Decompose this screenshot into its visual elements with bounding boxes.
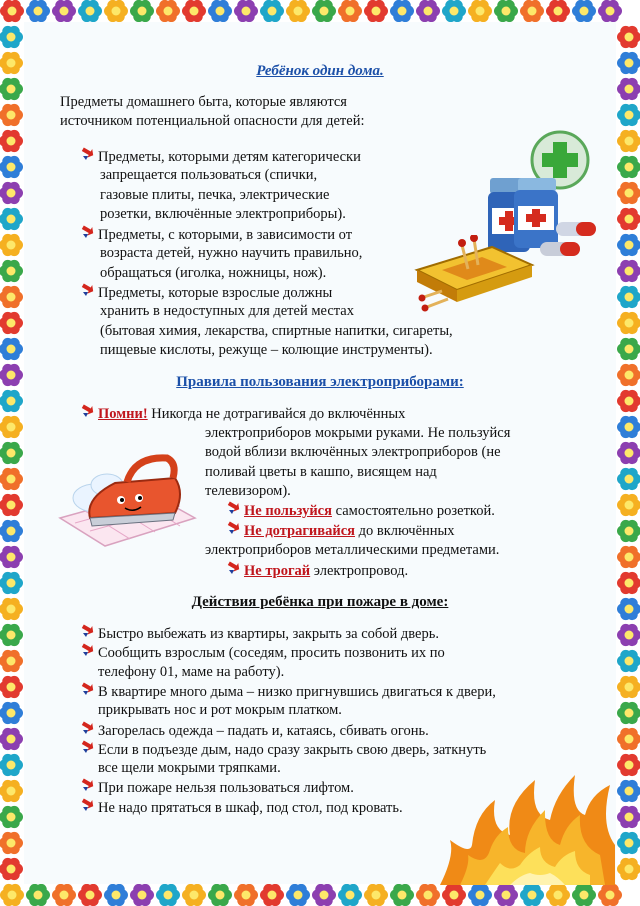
arrow-bullet-icon — [80, 682, 94, 702]
flower-decoration — [617, 546, 640, 568]
flower-decoration — [0, 806, 23, 828]
flower-decoration — [617, 494, 640, 516]
flower-decoration — [390, 0, 414, 22]
electrical-rule-line-text: телевизором). — [205, 482, 291, 499]
dangerous-item-line — [80, 225, 352, 245]
flower-decoration — [182, 0, 206, 22]
flower-decoration — [78, 884, 102, 906]
rule-dont-touch-wire — [226, 561, 408, 581]
flower-decoration — [0, 546, 23, 568]
flower-decoration — [617, 182, 640, 204]
flower-decoration — [617, 130, 640, 152]
fire-action-text: При пожаре нельзя пользоваться лифтом. — [98, 780, 354, 797]
flower-decoration — [286, 0, 310, 22]
flower-decoration — [0, 234, 23, 256]
flower-decoration — [52, 884, 76, 906]
flower-decoration — [390, 884, 414, 906]
electrical-rule-line-text: водой вблизи включённых электроприборов (не — [205, 444, 501, 461]
flower-decoration — [312, 0, 336, 22]
dangerous-item-text: пищевые кислоты, режуще – колющие инструменты). — [100, 341, 433, 358]
flower-decoration — [260, 884, 284, 906]
flower-decoration — [617, 312, 640, 334]
dangerous-item-line — [100, 302, 354, 321]
arrow-bullet-icon — [80, 740, 94, 760]
arrow-bullet-icon — [80, 643, 94, 663]
flower-decoration — [572, 0, 596, 22]
arrow-bullet-icon — [80, 225, 94, 245]
fire-action-text: В квартире много дыма – низко пригнувшись двигаться к двери, — [98, 683, 496, 700]
flower-decoration — [468, 884, 492, 906]
flower-decoration — [0, 884, 24, 906]
flower-decoration — [0, 416, 23, 438]
fire-action-text: телефону 01, маме на работу). — [98, 663, 285, 680]
flower-decoration — [104, 884, 128, 906]
flower-decoration — [520, 884, 544, 906]
arrow-bullet-icon — [80, 798, 94, 818]
dangerous-item-line — [100, 205, 346, 224]
flower-decoration — [0, 520, 23, 542]
arrow-bullet-icon — [80, 624, 94, 644]
flower-decoration — [0, 572, 23, 594]
heading-fire-actions: Действия ребёнка при пожаре в доме: — [191, 594, 449, 610]
flower-decoration — [0, 468, 23, 490]
flower-decoration — [617, 234, 640, 256]
flower-decoration — [0, 754, 23, 776]
electrical-rule-line — [205, 443, 501, 462]
flower-decoration — [617, 858, 640, 880]
flower-decoration — [468, 0, 492, 22]
flower-decoration — [617, 104, 640, 126]
flower-decoration — [617, 390, 640, 412]
flower-decoration — [617, 520, 640, 542]
rule-dont-use-socket-text: самостоятельно розеткой. — [331, 503, 495, 519]
flower-decoration — [598, 0, 622, 22]
electrical-rule-line — [205, 482, 291, 501]
flower-decoration — [546, 884, 570, 906]
flower-decoration — [130, 884, 154, 906]
flower-decoration — [260, 0, 284, 22]
dangerous-item-line — [100, 264, 326, 283]
flower-decoration — [617, 676, 640, 698]
flower-decoration — [0, 338, 23, 360]
flower-decoration — [617, 78, 640, 100]
flower-decoration — [442, 0, 466, 22]
flower-decoration — [0, 130, 23, 152]
flower-decoration — [0, 702, 23, 724]
flower-decoration — [617, 26, 640, 48]
rule-dont-touch-wire-label: Не трогай — [244, 563, 311, 579]
flower-decoration — [130, 0, 154, 22]
flower-decoration — [0, 624, 23, 646]
fire-action-line — [80, 624, 439, 644]
electrical-rule-line — [205, 463, 437, 482]
arrow-bullet-icon — [80, 283, 94, 303]
flower-decoration — [617, 832, 640, 854]
flower-decoration — [52, 0, 76, 22]
flower-decoration — [494, 0, 518, 22]
arrow-bullet-icon — [80, 404, 94, 424]
fire-action-line — [80, 740, 486, 760]
fire-action-text: Быстро выбежать из квартиры, закрыть за собой дверь. — [98, 626, 439, 642]
flower-decoration — [78, 0, 102, 22]
flower-decoration — [520, 0, 544, 22]
dangerous-item-text: запрещается пользоваться (спички, — [100, 167, 318, 184]
flower-decoration — [617, 624, 640, 646]
arrow-bullet-icon — [80, 778, 94, 798]
fire-action-text: Не надо прятаться в шкаф, под стол, под кровать. — [98, 799, 403, 816]
dangerous-item-line — [80, 283, 332, 303]
flower-decoration — [617, 702, 640, 724]
rule-dont-use-socket — [226, 501, 495, 521]
flower-decoration — [0, 312, 23, 334]
flower-decoration — [182, 884, 206, 906]
flower-decoration — [0, 208, 23, 230]
dangerous-item-text: газовые плиты, печка, электрические — [100, 186, 330, 203]
flower-decoration — [617, 286, 640, 308]
flower-decoration — [617, 442, 640, 464]
electrical-rule-line — [205, 424, 510, 443]
flower-decoration — [26, 884, 50, 906]
fire-action-text: все щели мокрыми тряпками. — [98, 760, 281, 777]
flower-decoration — [338, 884, 362, 906]
flower-decoration — [416, 884, 440, 906]
flower-decoration — [617, 156, 640, 178]
flower-decoration — [208, 0, 232, 22]
flower-decoration — [617, 416, 640, 438]
flower-decoration — [104, 0, 128, 22]
flower-decoration — [617, 806, 640, 828]
flower-decoration — [312, 884, 336, 906]
flower-decoration — [0, 728, 23, 750]
flower-decoration — [442, 884, 466, 906]
flower-decoration — [364, 884, 388, 906]
arrow-bullet-icon — [226, 521, 240, 541]
dangerous-item-text: возраста детей, нужно научить правильно, — [100, 245, 363, 262]
pomni-label: Помни! — [98, 406, 148, 422]
flower-decoration — [338, 0, 362, 22]
dangerous-item-line — [80, 147, 361, 167]
flower-decoration — [0, 78, 23, 100]
flower-decoration — [617, 780, 640, 802]
flower-decoration — [156, 884, 180, 906]
page-title: Ребёнок один дома. — [256, 63, 384, 79]
rule-dont-touch-text: до включённых — [355, 523, 455, 539]
flower-decoration — [0, 26, 23, 48]
electrical-rule-line-text: электроприборов мокрыми руками. Не пользуйся — [205, 425, 511, 441]
fire-action-line — [80, 798, 403, 818]
flower-decoration — [26, 0, 50, 22]
electrical-rule-line-text: поливай цветы в кашпо, висящем над — [205, 463, 437, 480]
flower-decoration — [234, 0, 258, 22]
flower-decoration — [286, 884, 310, 906]
flower-decoration — [0, 182, 23, 204]
flower-decoration — [208, 884, 232, 906]
fire-action-text: Сообщить взрослым (соседям, просить позвонить их по — [98, 645, 445, 662]
flower-decoration — [0, 260, 23, 282]
flower-decoration — [598, 884, 622, 906]
fire-action-line — [80, 643, 445, 663]
flower-decoration — [617, 208, 640, 230]
flower-decoration — [0, 858, 23, 880]
dangerous-item-line — [100, 186, 329, 205]
flower-decoration — [156, 0, 180, 22]
dangerous-item-text: обращаться (иголка, ножницы, нож). — [100, 264, 327, 281]
flower-decoration — [0, 390, 23, 412]
flower-decoration — [364, 0, 388, 22]
flower-decoration — [0, 780, 23, 802]
fire-action-line — [80, 682, 496, 702]
rule-dont-touch-line2-text: электроприборов металлическими предметами. — [205, 542, 500, 558]
flower-decoration — [617, 572, 640, 594]
dangerous-item-text: Предметы, которыми детям категорически — [98, 149, 361, 165]
arrow-bullet-icon — [226, 561, 240, 581]
flower-decoration — [617, 338, 640, 360]
heading-electrical-rules: Правила пользования электроприборами: — [176, 374, 464, 390]
arrow-bullet-icon — [80, 147, 94, 167]
dangerous-item-text: Предметы, которые взрослые должны — [98, 285, 333, 301]
dangerous-item-line — [100, 322, 453, 341]
flower-decoration — [617, 728, 640, 750]
flower-decoration — [494, 884, 518, 906]
rule-pomni — [80, 404, 405, 424]
pomni-text: Никогда не дотрагивайся до включённых — [147, 406, 406, 422]
intro-text: Предметы домашнего быта, которые являются источником потенциальной опасности для детей: — [60, 94, 365, 129]
fire-action-line — [98, 759, 281, 778]
rule-dont-touch — [226, 521, 455, 541]
flower-decoration — [0, 156, 23, 178]
flower-decoration — [0, 650, 23, 672]
flower-decoration — [0, 494, 23, 516]
flower-decoration — [0, 676, 23, 698]
flower-decoration — [617, 650, 640, 672]
dangerous-item-text: хранить в недоступных для детей местах — [100, 303, 354, 320]
flower-decoration — [0, 442, 23, 464]
fire-action-line — [98, 701, 342, 720]
dangerous-item-line — [100, 244, 362, 263]
flower-decoration — [416, 0, 440, 22]
flower-decoration — [0, 832, 23, 854]
flower-decoration — [617, 754, 640, 776]
rule-dont-use-socket-label: Не пользуйся — [244, 503, 332, 519]
fire-action-text: Если в подъезде дым, надо сразу закрыть свою дверь, заткнуть — [98, 741, 487, 758]
fire-icon — [440, 755, 615, 885]
dangerous-item-line — [100, 341, 433, 360]
flower-decoration — [617, 260, 640, 282]
flower-decoration — [0, 104, 23, 126]
flower-decoration — [234, 884, 258, 906]
fire-action-line — [80, 721, 429, 741]
flower-decoration — [617, 468, 640, 490]
rule-dont-touch-label: Не дотрагивайся — [244, 523, 356, 539]
flower-decoration — [0, 286, 23, 308]
dangerous-item-line — [100, 166, 317, 185]
fire-action-line — [98, 663, 284, 682]
matches-icon — [412, 235, 537, 315]
fire-action-text: Загорелась одежда – падать и, катаясь, сбивать огонь. — [98, 722, 429, 739]
flower-decoration — [0, 0, 24, 22]
arrow-bullet-icon — [80, 721, 94, 741]
dangerous-item-text: (бытовая химия, лекарства, спиртные напитки, сигареты, — [100, 322, 453, 339]
iron-icon — [55, 438, 200, 548]
flower-decoration — [572, 884, 596, 906]
fire-action-text: прикрывать нос и рот мокрым платком. — [98, 702, 342, 719]
dangerous-item-text: Предметы, с которыми, в зависимости от — [98, 227, 353, 243]
rule-dont-touch-wire-text: электропровод. — [310, 563, 409, 579]
rule-dont-touch-line2 — [205, 541, 499, 560]
dangerous-item-text: розетки, включённые электроприборы). — [100, 205, 346, 222]
flower-decoration — [546, 0, 570, 22]
fire-action-line — [80, 778, 354, 798]
arrow-bullet-icon — [226, 501, 240, 521]
